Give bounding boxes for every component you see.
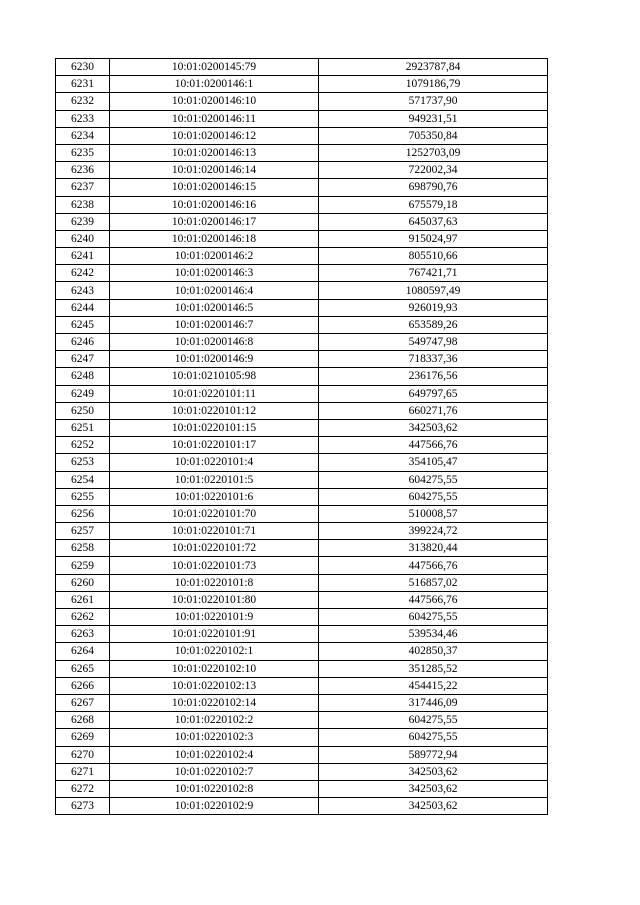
value-cell: 675579,18 xyxy=(319,196,548,213)
row-number-cell: 6232 xyxy=(56,93,110,110)
value-cell: 351285,52 xyxy=(319,660,548,677)
cadastral-number-cell: 10:01:0200146:4 xyxy=(110,282,319,299)
cadastral-number-cell: 10:01:0220101:91 xyxy=(110,626,319,643)
table-row xyxy=(56,574,548,591)
table-row xyxy=(56,540,548,557)
table-row xyxy=(56,76,548,93)
row-number-cell: 6265 xyxy=(56,660,110,677)
row-number-cell: 6273 xyxy=(56,798,110,815)
cadastral-number-cell: 10:01:0200146:9 xyxy=(110,351,319,368)
row-number-cell: 6268 xyxy=(56,712,110,729)
cadastral-number-cell: 10:01:0200146:15 xyxy=(110,179,319,196)
row-number-cell: 6266 xyxy=(56,677,110,694)
cadastral-number-cell: 10:01:0220101:4 xyxy=(110,454,319,471)
value-cell: 915024,97 xyxy=(319,230,548,247)
table-row xyxy=(56,798,548,815)
table-body xyxy=(56,59,548,815)
value-cell: 1252703,09 xyxy=(319,144,548,161)
cadastral-number-cell: 10:01:0200146:5 xyxy=(110,299,319,316)
row-number-cell: 6256 xyxy=(56,505,110,522)
table-row xyxy=(56,162,548,179)
table-row xyxy=(56,609,548,626)
table-row xyxy=(56,626,548,643)
table-row xyxy=(56,471,548,488)
table-row xyxy=(56,179,548,196)
row-number-cell: 6230 xyxy=(56,59,110,76)
cadastral-number-cell: 10:01:0220102:2 xyxy=(110,712,319,729)
row-number-cell: 6239 xyxy=(56,213,110,230)
row-number-cell: 6262 xyxy=(56,609,110,626)
value-cell: 1079186,79 xyxy=(319,76,548,93)
row-number-cell: 6245 xyxy=(56,316,110,333)
value-cell: 342503,62 xyxy=(319,419,548,436)
value-cell: 342503,62 xyxy=(319,780,548,797)
cadastral-number-cell: 10:01:0220102:4 xyxy=(110,746,319,763)
value-cell: 718337,36 xyxy=(319,351,548,368)
cadastral-number-cell: 10:01:0220102:8 xyxy=(110,780,319,797)
table-row xyxy=(56,368,548,385)
value-cell: 645037,63 xyxy=(319,213,548,230)
table-row xyxy=(56,694,548,711)
value-cell: 342503,62 xyxy=(319,798,548,815)
table-row xyxy=(56,59,548,76)
cadastral-number-cell: 10:01:0200146:18 xyxy=(110,230,319,247)
cadastral-number-cell: 10:01:0200146:16 xyxy=(110,196,319,213)
table-row xyxy=(56,248,548,265)
cadastral-number-cell: 10:01:0200146:10 xyxy=(110,93,319,110)
cadastral-number-cell: 10:01:0200146:13 xyxy=(110,144,319,161)
cadastral-number-cell: 10:01:0200146:14 xyxy=(110,162,319,179)
value-cell: 447566,76 xyxy=(319,437,548,454)
table-row xyxy=(56,402,548,419)
table-row xyxy=(56,557,548,574)
row-number-cell: 6238 xyxy=(56,196,110,213)
value-cell: 698790,76 xyxy=(319,179,548,196)
cadastral-number-cell: 10:01:0220102:3 xyxy=(110,729,319,746)
cadastral-number-cell: 10:01:0220101:5 xyxy=(110,471,319,488)
row-number-cell: 6246 xyxy=(56,334,110,351)
value-cell: 510008,57 xyxy=(319,505,548,522)
cadastral-number-cell: 10:01:0220101:12 xyxy=(110,402,319,419)
row-number-cell: 6247 xyxy=(56,351,110,368)
cadastral-number-cell: 10:01:0200146:12 xyxy=(110,127,319,144)
cadastral-number-cell: 10:01:0220102:14 xyxy=(110,694,319,711)
row-number-cell: 6267 xyxy=(56,694,110,711)
table-row xyxy=(56,454,548,471)
value-cell: 949231,51 xyxy=(319,110,548,127)
table-row xyxy=(56,677,548,694)
value-cell: 660271,76 xyxy=(319,402,548,419)
row-number-cell: 6248 xyxy=(56,368,110,385)
row-number-cell: 6237 xyxy=(56,179,110,196)
row-number-cell: 6242 xyxy=(56,265,110,282)
value-cell: 705350,84 xyxy=(319,127,548,144)
cadastral-number-cell: 10:01:0220102:7 xyxy=(110,763,319,780)
row-number-cell: 6236 xyxy=(56,162,110,179)
row-number-cell: 6260 xyxy=(56,574,110,591)
value-cell: 722002,34 xyxy=(319,162,548,179)
row-number-cell: 6270 xyxy=(56,746,110,763)
table-row xyxy=(56,334,548,351)
cadastral-number-cell: 10:01:0220101:70 xyxy=(110,505,319,522)
cadastral-number-cell: 10:01:0220101:11 xyxy=(110,385,319,402)
cadastral-number-cell: 10:01:0220102:9 xyxy=(110,798,319,815)
row-number-cell: 6271 xyxy=(56,763,110,780)
row-number-cell: 6254 xyxy=(56,471,110,488)
cadastral-number-cell: 10:01:0210105:98 xyxy=(110,368,319,385)
cadastral-number-cell: 10:01:0200145:79 xyxy=(110,59,319,76)
row-number-cell: 6269 xyxy=(56,729,110,746)
value-cell: 653589,26 xyxy=(319,316,548,333)
value-cell: 805510,66 xyxy=(319,248,548,265)
table-row xyxy=(56,196,548,213)
row-number-cell: 6249 xyxy=(56,385,110,402)
cadastral-number-cell: 10:01:0220101:8 xyxy=(110,574,319,591)
value-cell: 604275,55 xyxy=(319,712,548,729)
cadastral-number-cell: 10:01:0200146:2 xyxy=(110,248,319,265)
value-cell: 313820,44 xyxy=(319,540,548,557)
value-cell: 589772,94 xyxy=(319,746,548,763)
table-row xyxy=(56,780,548,797)
cadastral-number-cell: 10:01:0220102:10 xyxy=(110,660,319,677)
table-row xyxy=(56,712,548,729)
row-number-cell: 6253 xyxy=(56,454,110,471)
row-number-cell: 6272 xyxy=(56,780,110,797)
cadastral-number-cell: 10:01:0200146:1 xyxy=(110,76,319,93)
cadastral-number-cell: 10:01:0200146:17 xyxy=(110,213,319,230)
cadastral-number-cell: 10:01:0220101:72 xyxy=(110,540,319,557)
value-cell: 604275,55 xyxy=(319,471,548,488)
row-number-cell: 6235 xyxy=(56,144,110,161)
table-row xyxy=(56,660,548,677)
table-row xyxy=(56,93,548,110)
value-cell: 354105,47 xyxy=(319,454,548,471)
value-cell: 399224,72 xyxy=(319,523,548,540)
cadastral-number-cell: 10:01:0200146:3 xyxy=(110,265,319,282)
row-number-cell: 6243 xyxy=(56,282,110,299)
value-cell: 447566,76 xyxy=(319,557,548,574)
cadastral-number-cell: 10:01:0220101:9 xyxy=(110,609,319,626)
table-row xyxy=(56,351,548,368)
cadastral-number-cell: 10:01:0220101:15 xyxy=(110,419,319,436)
cadastral-number-cell: 10:01:0220101:71 xyxy=(110,523,319,540)
table-row xyxy=(56,523,548,540)
row-number-cell: 6257 xyxy=(56,523,110,540)
value-cell: 767421,71 xyxy=(319,265,548,282)
cadastral-number-cell: 10:01:0220101:17 xyxy=(110,437,319,454)
table-row xyxy=(56,729,548,746)
table-row xyxy=(56,643,548,660)
table-row xyxy=(56,282,548,299)
value-cell: 649797,65 xyxy=(319,385,548,402)
table-row xyxy=(56,488,548,505)
value-cell: 539534,46 xyxy=(319,626,548,643)
cadastral-number-cell: 10:01:0200146:7 xyxy=(110,316,319,333)
row-number-cell: 6263 xyxy=(56,626,110,643)
table-row xyxy=(56,213,548,230)
value-cell: 516857,02 xyxy=(319,574,548,591)
cadastral-number-cell: 10:01:0220102:1 xyxy=(110,643,319,660)
row-number-cell: 6233 xyxy=(56,110,110,127)
value-cell: 2923787,84 xyxy=(319,59,548,76)
row-number-cell: 6241 xyxy=(56,248,110,265)
row-number-cell: 6261 xyxy=(56,591,110,608)
value-cell: 236176,56 xyxy=(319,368,548,385)
value-cell: 342503,62 xyxy=(319,763,548,780)
value-cell: 549747,98 xyxy=(319,334,548,351)
table-row xyxy=(56,505,548,522)
row-number-cell: 6258 xyxy=(56,540,110,557)
row-number-cell: 6244 xyxy=(56,299,110,316)
value-cell: 402850,37 xyxy=(319,643,548,660)
value-cell: 926019,93 xyxy=(319,299,548,316)
row-number-cell: 6240 xyxy=(56,230,110,247)
cadastral-number-cell: 10:01:0200146:8 xyxy=(110,334,319,351)
cadastral-number-cell: 10:01:0220101:80 xyxy=(110,591,319,608)
value-cell: 604275,55 xyxy=(319,729,548,746)
row-number-cell: 6231 xyxy=(56,76,110,93)
value-cell: 454415,22 xyxy=(319,677,548,694)
table-row xyxy=(56,763,548,780)
value-cell: 447566,76 xyxy=(319,591,548,608)
table-row xyxy=(56,316,548,333)
table-row xyxy=(56,437,548,454)
table-row xyxy=(56,419,548,436)
row-number-cell: 6252 xyxy=(56,437,110,454)
row-number-cell: 6259 xyxy=(56,557,110,574)
table-row xyxy=(56,144,548,161)
table-row xyxy=(56,385,548,402)
cadastral-number-cell: 10:01:0220102:13 xyxy=(110,677,319,694)
value-cell: 604275,55 xyxy=(319,488,548,505)
row-number-cell: 6234 xyxy=(56,127,110,144)
value-cell: 1080597,49 xyxy=(319,282,548,299)
row-number-cell: 6255 xyxy=(56,488,110,505)
row-number-cell: 6264 xyxy=(56,643,110,660)
table-row xyxy=(56,591,548,608)
value-cell: 317446,09 xyxy=(319,694,548,711)
cadastral-number-cell: 10:01:0200146:11 xyxy=(110,110,319,127)
cadastral-number-cell: 10:01:0220101:6 xyxy=(110,488,319,505)
table-row xyxy=(56,110,548,127)
value-cell: 604275,55 xyxy=(319,609,548,626)
table-row xyxy=(56,299,548,316)
table-row xyxy=(56,230,548,247)
row-number-cell: 6251 xyxy=(56,419,110,436)
cadastral-number-cell: 10:01:0220101:73 xyxy=(110,557,319,574)
table-row xyxy=(56,746,548,763)
value-cell: 571737,90 xyxy=(319,93,548,110)
table-row xyxy=(56,265,548,282)
table-row xyxy=(56,127,548,144)
cadastral-value-table xyxy=(55,58,548,815)
row-number-cell: 6250 xyxy=(56,402,110,419)
